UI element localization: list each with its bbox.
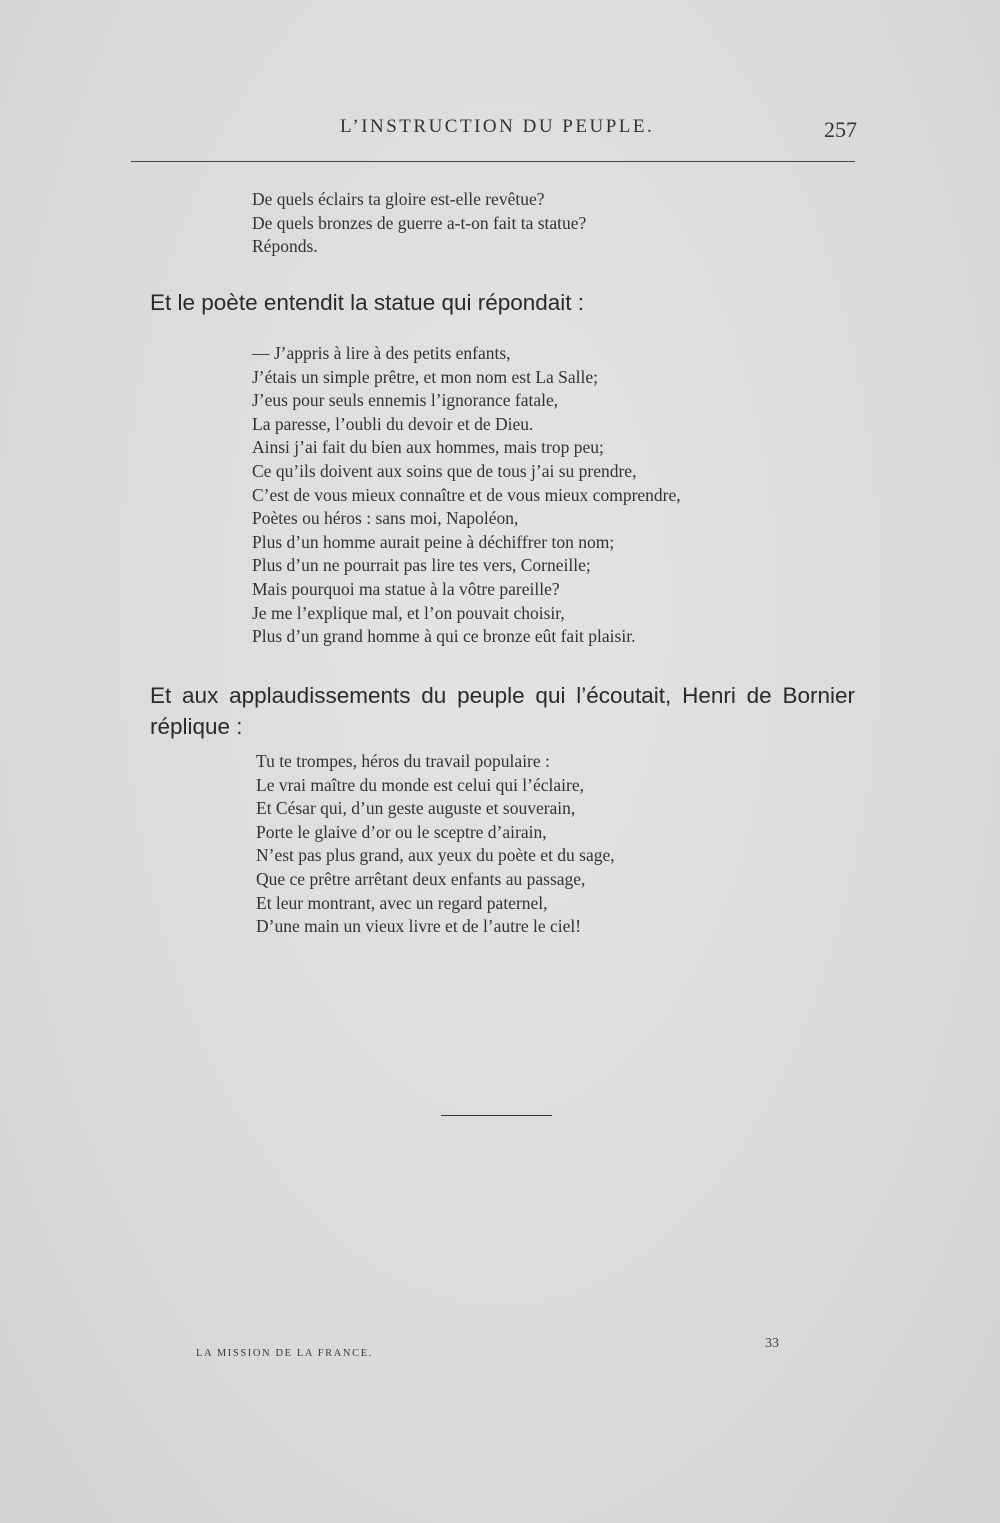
verse-line: Poètes ou héros : sans moi, Napoléon,: [252, 508, 519, 529]
verse-line: Je me l’explique mal, et l’on pouvait choisir,: [252, 602, 565, 623]
verse-line: La paresse, l’oubli du devoir et de Dieu.: [252, 413, 534, 434]
verse-line: Plus d’un homme aurait peine à déchiffrer ton nom;: [252, 531, 615, 552]
verse-line: Mais pourquoi ma statue à la vôtre pareille?: [252, 578, 560, 599]
verse-block-1: [252, 188, 586, 259]
verse-line: Et César qui, d’un geste auguste et souverain,: [256, 798, 576, 819]
verse-line: Porte le glaive d’or ou le sceptre d’airain,: [256, 821, 547, 842]
header-rule: [131, 161, 855, 162]
verse-line: D’une main un vieux livre et de l’autre le ciel!: [256, 916, 582, 937]
verse-line: C’est de vous mieux connaître et de vous mieux comprendre,: [252, 484, 681, 505]
page-number: 257: [824, 117, 857, 142]
verse-line: Ce qu’ils doivent aux soins que de tous j’ai su prendre,: [252, 460, 637, 481]
verse-line: — J’appris à lire à des petits enfants,: [252, 343, 511, 363]
footer-book-title: LA MISSION DE LA FRANCE.: [196, 1348, 373, 1359]
verse-line: Que ce prêtre arrêtant deux enfants au passage,: [256, 868, 586, 889]
running-head: [0, 116, 1000, 146]
verse-line: Le vrai maître du monde est celui qui l’éclaire,: [256, 774, 584, 795]
verse-line: De quels éclairs ta gloire est-elle revêtue?: [252, 189, 545, 209]
verse-line: Tu te trompes, héros du travail populaire :: [256, 751, 550, 771]
end-rule: [441, 1115, 552, 1116]
verse-line: Ainsi j’ai fait du bien aux hommes, mais trop peu;: [252, 437, 604, 458]
verse-line: J’eus pour seuls ennemis l’ignorance fatale,: [252, 390, 559, 411]
signature-mark: 33: [765, 1336, 779, 1351]
verse-block-3: [256, 750, 615, 939]
verse-block-2: [252, 342, 681, 649]
prose-paragraph-2: Et aux applaudissements du peuple qui l’écoutait, Henri de Bornier réplique :: [150, 683, 855, 739]
verse-line: Plus d’un ne pourrait pas lire tes vers, Corneille;: [252, 555, 591, 576]
prose-paragraph-1: Et le poète entendit la statue qui répondait :: [150, 290, 585, 315]
verse-line: N’est pas plus grand, aux yeux du poète et du sage,: [256, 845, 615, 866]
verse-line: Réponds.: [252, 236, 318, 256]
verse-line: Et leur montrant, avec un regard paternel,: [256, 892, 548, 913]
running-title: L’INSTRUCTION DU PEUPLE.: [340, 116, 655, 137]
verse-line: Plus d’un grand homme à qui ce bronze eût fait plaisir.: [252, 626, 636, 647]
verse-line: De quels bronzes de guerre a-t-on fait ta statue?: [252, 212, 587, 233]
verse-line: J’étais un simple prêtre, et mon nom est La Salle;: [252, 366, 599, 387]
